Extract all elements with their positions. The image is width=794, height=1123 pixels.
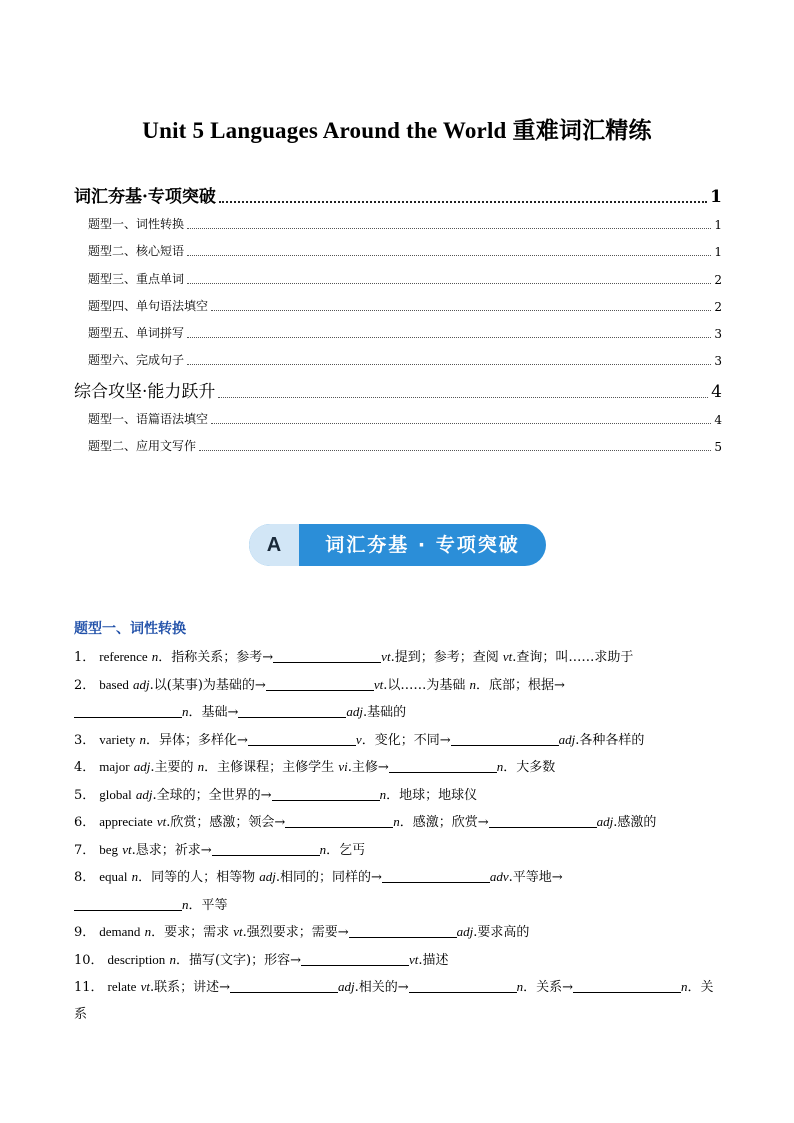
- definition: .提到；参考；查阅: [390, 650, 499, 665]
- definition: ．感激；欣赏→: [399, 815, 489, 830]
- definition: .平等地→: [508, 870, 563, 885]
- part-of-speech: vt: [140, 979, 150, 994]
- part-of-speech: n: [144, 924, 152, 939]
- headword: demand: [99, 924, 141, 939]
- part-of-speech: n: [393, 814, 400, 829]
- exercise-item: [74, 674, 724, 702]
- part-of-speech: n: [496, 759, 504, 774]
- answer-blank[interactable]: [573, 978, 681, 993]
- exercise-item: [74, 866, 724, 894]
- part-of-speech: n: [169, 951, 176, 967]
- part-of-speech: adj: [337, 979, 355, 994]
- toc-leader-dots: [187, 363, 711, 365]
- toc-leader-dots: [218, 396, 708, 398]
- toc-label: 题型二、核心短语: [88, 244, 185, 259]
- headword: reference: [99, 649, 148, 664]
- answer-blank[interactable]: [248, 731, 356, 746]
- table-of-contents: [74, 182, 722, 462]
- definition: .全球的；全世界的→: [152, 787, 272, 803]
- banner-title: 词汇夯基 · 专项突破: [325, 534, 520, 556]
- banner-letter: A: [266, 534, 282, 556]
- definition: ．关: [687, 980, 714, 995]
- exercise-item-continued: [74, 894, 724, 922]
- part-of-speech: n: [139, 731, 147, 747]
- answer-blank[interactable]: [349, 923, 457, 938]
- exercise-item: [74, 839, 724, 867]
- part-of-speech: vt: [381, 649, 391, 664]
- definition: .相关的→: [354, 980, 409, 995]
- toc-leader-dots: [199, 449, 711, 451]
- headword: variety: [99, 731, 136, 747]
- definition: ．大多数: [503, 760, 556, 775]
- definition: .主修→: [347, 760, 389, 775]
- toc-entry-part2[interactable]: [74, 377, 722, 402]
- toc-leader-dots: [219, 200, 707, 203]
- part-of-speech: v: [355, 731, 362, 747]
- definition: ．平等: [188, 897, 228, 913]
- toc-page-number: 1: [710, 187, 722, 207]
- part-of-speech: adv: [489, 869, 509, 884]
- toc-page-number: 4: [714, 412, 722, 427]
- toc-page-number: 3: [714, 327, 722, 342]
- headword: major: [99, 759, 130, 774]
- answer-blank[interactable]: [272, 786, 380, 801]
- definition: .以……为基础: [383, 677, 466, 693]
- toc-page-number: 3: [714, 354, 722, 369]
- toc-entry[interactable]: [74, 349, 722, 368]
- definition: .主要的: [150, 760, 194, 775]
- toc-entry[interactable]: [74, 435, 722, 454]
- toc-label: 综合攻坚·能力跃升: [74, 381, 216, 402]
- part-of-speech: n: [182, 704, 189, 719]
- toc-label: 题型五、单词拼写: [88, 326, 185, 341]
- definition: ．同等的人；相等物: [138, 870, 256, 885]
- toc-label: 题型三、重点单词: [88, 271, 185, 286]
- exercise-item: [74, 976, 724, 1004]
- toc-page-number: 1: [714, 218, 722, 232]
- headword: based: [99, 676, 129, 692]
- headword: beg: [99, 841, 119, 857]
- answer-blank[interactable]: [238, 703, 346, 718]
- exercise-item: [74, 811, 724, 839]
- toc-leader-dots: [211, 422, 711, 424]
- part-of-speech: n: [516, 979, 524, 994]
- definition: ．变化；不同→: [361, 732, 451, 748]
- headword: global: [99, 786, 132, 802]
- definition: ．基础→: [188, 705, 239, 720]
- definition: 系: [74, 1006, 88, 1022]
- exercise-item-continued: [74, 701, 724, 729]
- definition: ．关系→: [523, 980, 574, 995]
- part-of-speech: vi: [338, 759, 348, 774]
- item-number: 2．: [74, 677, 96, 693]
- item-number: 6．: [74, 815, 96, 830]
- section-banner: [249, 524, 546, 566]
- part-of-speech: n: [379, 786, 387, 802]
- item-number: 1．: [74, 650, 96, 665]
- answer-blank[interactable]: [389, 758, 497, 773]
- headword: appreciate: [99, 814, 153, 829]
- item-number: 5．: [74, 787, 96, 803]
- toc-leader-dots: [187, 254, 711, 256]
- section-heading: 题型一、词性转换: [74, 621, 186, 637]
- part-of-speech: adj: [456, 924, 474, 939]
- definition: ．地球；地球仪: [386, 787, 478, 803]
- part-of-speech: adj: [596, 814, 614, 829]
- part-of-speech: n: [131, 869, 139, 884]
- part-of-speech: n: [681, 979, 688, 994]
- toc-leader-dots: [187, 336, 711, 338]
- part-of-speech: vt: [373, 676, 384, 692]
- exercise-list: [74, 646, 724, 1031]
- item-number: 7．: [74, 842, 96, 858]
- part-of-speech: adj: [259, 869, 276, 884]
- answer-blank[interactable]: [273, 648, 381, 663]
- definition: ．描写(文字)；形容→: [175, 952, 301, 968]
- item-number: 10．: [74, 952, 104, 968]
- definition: .要求高的: [473, 925, 530, 940]
- answer-blank[interactable]: [74, 703, 182, 718]
- answer-blank[interactable]: [409, 978, 517, 993]
- part-of-speech: n: [182, 896, 189, 912]
- definition: .描述: [418, 952, 449, 968]
- definition: ．要求；需求: [151, 925, 230, 940]
- definition: .强烈要求；需要→: [242, 925, 349, 940]
- definition: ．指称关系；参考→: [158, 650, 274, 665]
- toc-page-number: 2: [714, 272, 722, 287]
- definition: ．主修课程；主修学生: [204, 760, 335, 775]
- toc-leader-dots: [187, 282, 711, 284]
- part-of-speech: n: [151, 649, 159, 664]
- document-title: Unit 5 Languages Around the World 重难词汇精练: [142, 118, 652, 143]
- toc-entry[interactable]: [74, 322, 722, 341]
- definition: .恳求；祈求→: [131, 842, 212, 858]
- answer-blank[interactable]: [451, 731, 559, 746]
- item-number: 11．: [74, 980, 104, 995]
- part-of-speech: vt: [156, 814, 167, 829]
- toc-label: 词汇夯基·专项突破: [74, 187, 216, 207]
- part-of-speech: adj: [133, 759, 151, 774]
- answer-blank[interactable]: [382, 868, 490, 883]
- answer-blank[interactable]: [266, 676, 374, 691]
- part-of-speech: vt: [502, 649, 513, 664]
- toc-entry-part1[interactable]: [74, 182, 722, 207]
- toc-entry[interactable]: [74, 408, 722, 427]
- definition: .欣赏；感激；领会→: [166, 815, 286, 830]
- item-number: 9．: [74, 925, 96, 940]
- toc-page-number: 2: [714, 299, 722, 314]
- definition: .查询；叫……求助于: [512, 650, 634, 665]
- toc-label: 题型六、完成句子: [88, 353, 185, 368]
- definition: .各种各样的: [575, 732, 645, 748]
- item-number: 3．: [74, 732, 96, 748]
- toc-page-number: 5: [714, 440, 722, 455]
- item-number: 8．: [74, 870, 96, 885]
- exercise-item: [74, 949, 724, 977]
- toc-label: 题型二、应用文写作: [88, 439, 197, 454]
- item-number: 4．: [74, 760, 96, 775]
- definition: .感激的: [613, 815, 657, 830]
- toc-entry[interactable]: [74, 213, 722, 232]
- toc-label: 题型一、语篇语法填空: [88, 411, 209, 426]
- toc-entry[interactable]: [74, 240, 722, 259]
- part-of-speech: adj: [135, 786, 153, 802]
- headword: description: [107, 951, 166, 967]
- part-of-speech: adj: [558, 731, 576, 747]
- part-of-speech: vt: [233, 924, 243, 939]
- definition: .联系；讲述→: [149, 980, 230, 995]
- answer-blank[interactable]: [285, 813, 393, 828]
- answer-blank[interactable]: [212, 841, 320, 856]
- answer-blank[interactable]: [230, 978, 338, 993]
- toc-page-number: 1: [714, 245, 722, 260]
- definition: .相同的；同样的→: [275, 870, 382, 885]
- exercise-item: [74, 921, 724, 949]
- part-of-speech: adj: [133, 676, 150, 692]
- definition: ．乞丐: [326, 842, 366, 858]
- exercise-item: [74, 784, 724, 812]
- exercise-item-continued: [74, 1004, 724, 1032]
- toc-label: 题型一、词性转换: [88, 217, 185, 231]
- toc-page-number: 4: [711, 381, 722, 402]
- toc-label: 题型四、单句语法填空: [88, 298, 209, 313]
- part-of-speech: n: [469, 676, 476, 692]
- part-of-speech: n: [319, 841, 327, 857]
- headword: equal: [99, 869, 128, 884]
- answer-blank[interactable]: [301, 951, 409, 966]
- exercise-item: [74, 646, 724, 674]
- headword: relate: [107, 979, 137, 994]
- part-of-speech: adj: [346, 704, 364, 719]
- part-of-speech: n: [197, 759, 205, 774]
- part-of-speech: vt: [409, 951, 419, 967]
- toc-leader-dots: [211, 309, 711, 311]
- definition: .基础的: [363, 705, 407, 720]
- exercise-item: [74, 756, 724, 784]
- toc-entry[interactable]: [74, 268, 722, 287]
- answer-blank[interactable]: [74, 896, 182, 911]
- answer-blank[interactable]: [489, 813, 597, 828]
- toc-leader-dots: [187, 227, 711, 229]
- toc-entry[interactable]: [74, 295, 722, 314]
- part-of-speech: vt: [122, 841, 132, 857]
- definition: ．底部；根据→: [476, 677, 565, 693]
- definition: ．异体；多样化→: [146, 732, 248, 748]
- definition: .以(某事)为基础的→: [149, 677, 266, 693]
- exercise-item: [74, 729, 724, 757]
